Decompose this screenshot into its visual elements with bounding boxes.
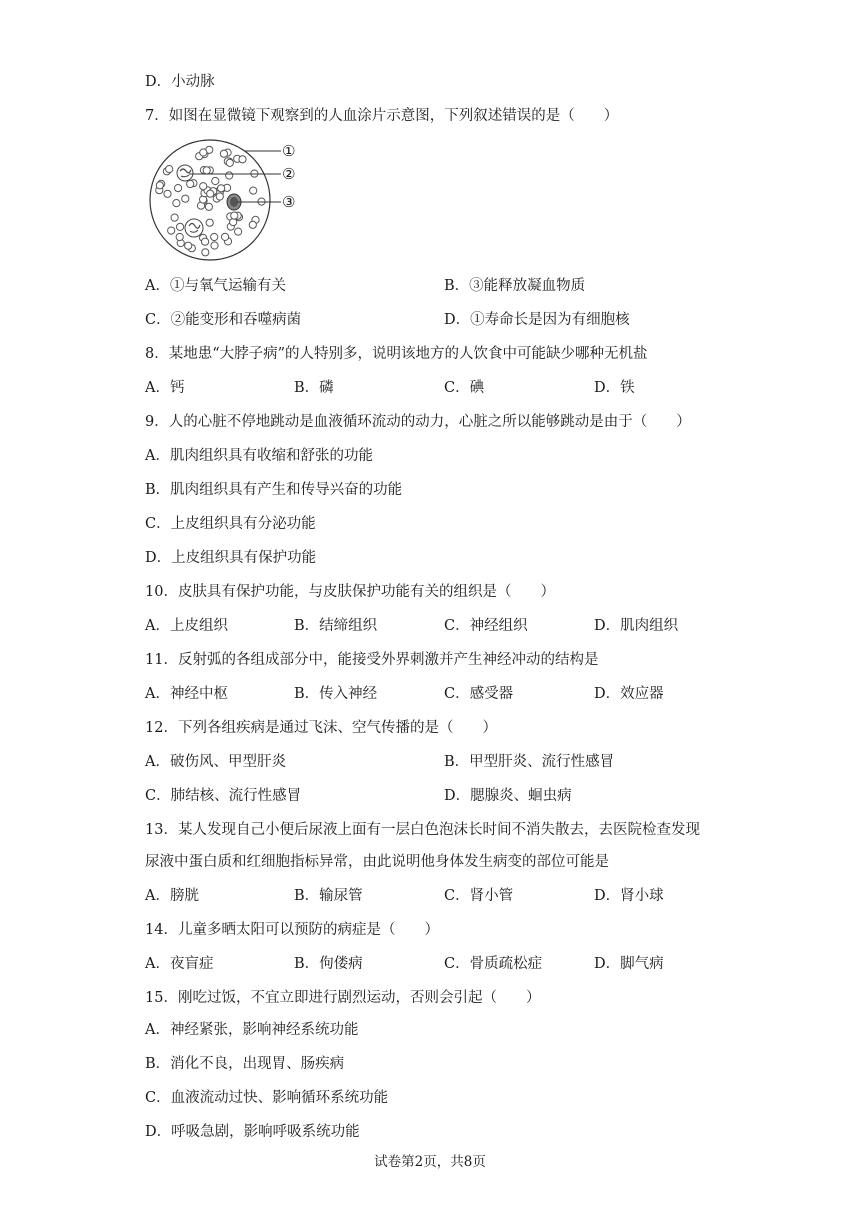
q13-option-b: B．输尿管 <box>294 888 363 904</box>
red-blood-cell <box>226 159 233 166</box>
red-blood-cell <box>200 149 207 156</box>
red-blood-cell <box>175 185 182 192</box>
q15-option-d: D．呼吸急剧，影响呼吸系统功能 <box>145 1124 360 1140</box>
q12-option-c: C．肺结核、流行性感冒 <box>145 788 302 804</box>
q7-option-d: D．①寿命长是因为有细胞核 <box>444 312 630 328</box>
red-blood-cell <box>203 167 210 174</box>
q10-stem: 10．皮肤具有保护功能，与皮肤保护功能有关的组织是（ ） <box>145 584 555 600</box>
q13-stem-line1: 13．某人发现自己小便后尿液上面有一层白色泡沫长时间不消失散去，去医院检查发现 <box>145 822 700 838</box>
red-blood-cell <box>216 193 223 200</box>
q14-option-a: A．夜盲症 <box>145 956 214 972</box>
red-blood-cell <box>249 221 256 228</box>
figure-label-2: ② <box>282 165 296 183</box>
q13-option-c: C．肾小管 <box>444 888 514 904</box>
q14-stem: 14．儿童多晒太阳可以预防的病症是（ ） <box>145 922 439 938</box>
red-blood-cell <box>156 182 163 189</box>
red-blood-cell <box>222 233 229 240</box>
q11-stem: 11．反射弧的各组成部分中，能接受外界刺激并产生神经冲动的结构是 <box>145 652 599 668</box>
q13-option-d: D．肾小球 <box>594 888 664 904</box>
q15-stem: 15．刚吃过饭，不宜立即进行剧烈运动，否则会引起（ ） <box>145 990 541 1006</box>
q9-option-a: A．肌肉组织具有收缩和舒张的功能 <box>145 448 373 464</box>
q13-option-a: A．膀胱 <box>145 888 199 904</box>
q8-option-a: A．钙 <box>145 380 185 396</box>
q14-option-b: B．佝偻病 <box>294 956 363 972</box>
microscope-field <box>150 140 270 260</box>
q11-option-c: C．感受器 <box>444 686 514 702</box>
q14-option-d: D．脚气病 <box>594 956 664 972</box>
q12-stem: 12．下列各组疾病是通过飞沫、空气传播的是（ ） <box>145 720 497 736</box>
q11-option-a: A．神经中枢 <box>145 686 228 702</box>
blood-smear-figure <box>145 136 305 266</box>
red-blood-cell <box>177 223 184 230</box>
q14-option-c: C．骨质疏松症 <box>444 956 543 972</box>
q6-option-d: D．小动脉 <box>145 74 215 90</box>
white-blood-cell-2 <box>185 219 203 237</box>
red-blood-cell <box>220 150 227 157</box>
q10-option-b: B．结缔组织 <box>294 618 378 634</box>
red-blood-cell <box>171 214 178 221</box>
red-blood-cell <box>200 183 207 190</box>
q10-option-d: D．肌肉组织 <box>594 618 679 634</box>
red-blood-cell <box>202 238 209 245</box>
red-blood-cell <box>207 190 214 197</box>
q13-stem-line2: 尿液中蛋白质和红细胞指标异常，由此说明他身体发生病变的部位可能是 <box>145 854 609 870</box>
red-blood-cell <box>230 219 237 226</box>
q9-stem: 9．人的心脏不停地跳动是血液循环流动的动力，心脏之所以能够跳动是由于（ ） <box>145 414 691 430</box>
q8-option-b: B．磷 <box>294 380 334 396</box>
red-blood-cell <box>218 185 225 192</box>
red-blood-cell <box>164 190 171 197</box>
q15-option-c: C．血液流动过快、影响循环系统功能 <box>145 1090 389 1106</box>
red-blood-cell <box>211 242 218 249</box>
q7-option-b: B．③能释放凝血物质 <box>444 278 586 294</box>
white-blood-cell-1 <box>177 165 193 181</box>
red-blood-cell <box>168 227 175 234</box>
red-blood-cell <box>206 219 213 226</box>
q11-option-d: D．效应器 <box>594 686 664 702</box>
q7-option-a: A．①与氧气运输有关 <box>145 278 286 294</box>
red-blood-cell <box>239 156 246 163</box>
q8-stem: 8．某地患“大脖子病”的人特别多，说明该地方的人饮食中可能缺少哪种无机盐 <box>145 346 648 362</box>
red-blood-cell <box>235 228 242 235</box>
q15-option-b: B．消化不良，出现胃、肠疾病 <box>145 1056 345 1072</box>
red-blood-cell <box>202 249 209 256</box>
q12-option-d: D．腮腺炎、蛔虫病 <box>444 788 572 804</box>
red-blood-cell <box>182 195 189 202</box>
red-blood-cell <box>250 187 257 194</box>
q9-option-d: D．上皮组织具有保护功能 <box>145 550 317 566</box>
red-blood-cell <box>173 200 180 207</box>
red-blood-cell <box>187 180 194 187</box>
red-blood-cell <box>231 212 238 219</box>
q8-option-d: D．铁 <box>594 380 635 396</box>
red-blood-cell <box>212 177 219 184</box>
figure-label-3: ③ <box>282 193 296 211</box>
page-footer: 试卷第2页，共8页 <box>374 1154 486 1170</box>
red-blood-cell <box>211 233 218 240</box>
red-blood-cell <box>166 166 173 173</box>
q10-option-c: C．神经组织 <box>444 618 528 634</box>
q10-option-a: A．上皮组织 <box>145 618 228 634</box>
red-blood-cell <box>185 242 192 249</box>
q12-option-a: A．破伤风、甲型肝炎 <box>145 754 286 770</box>
q7-option-c: C．②能变形和吞噬病菌 <box>145 312 302 328</box>
red-blood-cell <box>176 233 183 240</box>
q8-option-c: C．碘 <box>444 380 485 396</box>
q15-option-a: A．神经紧张，影响神经系统功能 <box>145 1022 359 1038</box>
q11-option-b: B．传入神经 <box>294 686 378 702</box>
red-blood-cell <box>226 172 233 179</box>
q9-option-c: C．上皮组织具有分泌功能 <box>145 516 316 532</box>
q9-option-b: B．肌肉组织具有产生和传导兴奋的功能 <box>145 482 403 498</box>
q7-stem: 7．如图在显微镜下观察到的人血涂片示意图，下列叙述错误的是（ ） <box>145 108 619 124</box>
q12-option-b: B．甲型肝炎、流行性感冒 <box>444 754 615 770</box>
figure-label-1: ① <box>282 142 296 160</box>
red-blood-cell <box>205 203 212 210</box>
